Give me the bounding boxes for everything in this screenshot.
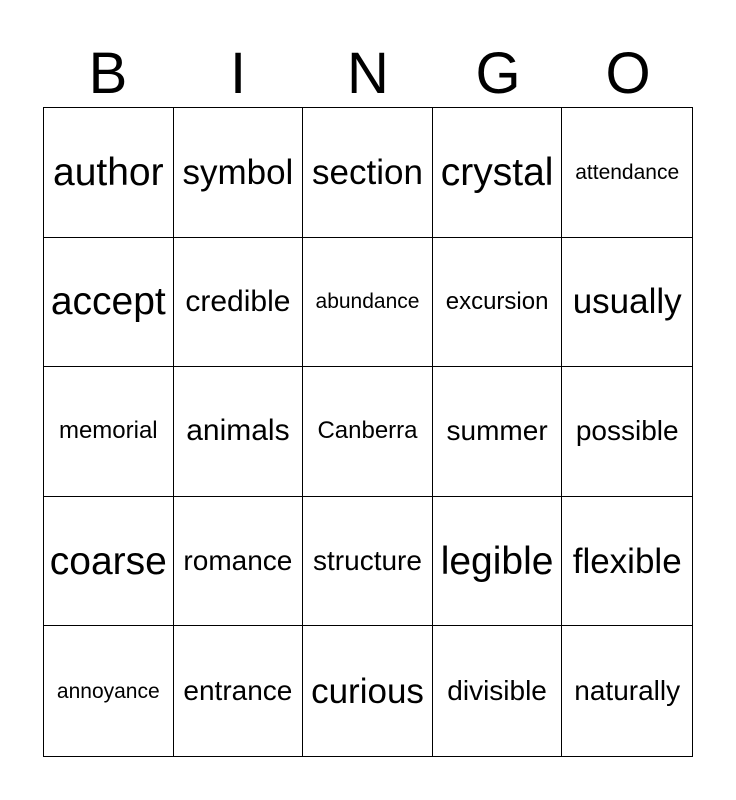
cell-word: Canberra — [317, 417, 418, 445]
header-letter-n: N — [347, 41, 389, 106]
bingo-cell[interactable] — [562, 367, 692, 497]
bingo-board — [43, 107, 693, 757]
cell-word: symbol — [182, 152, 294, 192]
cell-word: flexible — [572, 541, 682, 581]
bingo-cell[interactable] — [44, 367, 174, 497]
bingo-cell[interactable] — [174, 367, 304, 497]
bingo-cell[interactable] — [433, 108, 563, 238]
header-letter-o: O — [605, 41, 651, 106]
cell-word: excursion — [445, 287, 549, 315]
cell-word: structure — [313, 545, 422, 577]
cell-word: usually — [572, 282, 682, 322]
cell-word: animals — [186, 414, 290, 448]
bingo-cell[interactable] — [303, 108, 433, 238]
bingo-cell[interactable] — [433, 626, 563, 756]
header-letter-i: I — [229, 41, 247, 106]
cell-word: curious — [311, 671, 424, 711]
bingo-cell[interactable] — [303, 626, 433, 756]
bingo-cell[interactable] — [433, 497, 563, 627]
cell-word: crystal — [440, 150, 554, 194]
bingo-cell[interactable] — [303, 238, 433, 368]
bingo-cell[interactable] — [174, 626, 304, 756]
cell-word: credible — [185, 284, 291, 318]
cell-word: divisible — [447, 675, 547, 707]
bingo-cell[interactable] — [303, 367, 433, 497]
cell-word: possible — [575, 415, 679, 447]
header-letter-b: B — [88, 41, 128, 106]
cell-word: section — [312, 152, 423, 192]
cell-word: accept — [50, 280, 166, 324]
bingo-cell[interactable] — [562, 238, 692, 368]
bingo-cell[interactable] — [174, 497, 304, 627]
bingo-cell[interactable] — [44, 626, 174, 756]
bingo-cell[interactable] — [174, 238, 304, 368]
bingo-cell[interactable] — [174, 108, 304, 238]
cell-word: author — [53, 150, 164, 194]
bingo-cell[interactable] — [433, 367, 563, 497]
bingo-cell[interactable] — [433, 238, 563, 368]
cell-word: summer — [446, 415, 548, 447]
cell-word: coarse — [49, 539, 167, 583]
bingo-cell[interactable] — [303, 497, 433, 627]
cell-word: memorial — [58, 417, 158, 445]
bingo-cell[interactable] — [562, 626, 692, 756]
cell-word: attendance — [575, 160, 680, 184]
bingo-cell[interactable] — [44, 238, 174, 368]
cell-word: romance — [183, 545, 293, 577]
bingo-header — [43, 40, 693, 108]
bingo-cell[interactable] — [44, 108, 174, 238]
bingo-cell[interactable] — [562, 497, 692, 627]
cell-word: naturally — [574, 675, 681, 707]
header-letter-g: G — [475, 41, 521, 106]
cell-word: annoyance — [56, 679, 160, 703]
bingo-cell[interactable] — [44, 497, 174, 627]
cell-word: abundance — [315, 290, 420, 314]
cell-word: legible — [440, 539, 554, 583]
cell-word: entrance — [183, 675, 293, 707]
bingo-cell[interactable] — [562, 108, 692, 238]
